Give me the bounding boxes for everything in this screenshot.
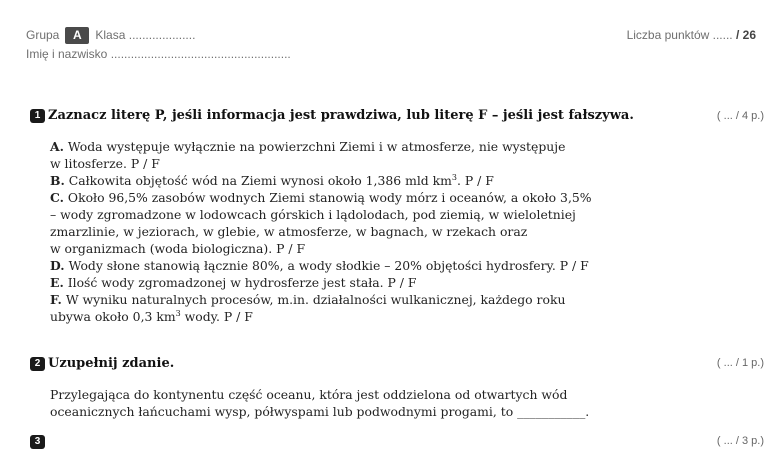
task1-item-a: A. Woda występuje wyłącznie na powierzchni Ziemi i w atmosferze, nie występuje <box>50 139 566 154</box>
class-label: Klasa <box>95 28 126 42</box>
task1-item-d: D. Wody słone stanowią łącznie 80%, a wody słodkie – 20% objętości hydrosfery. P / F <box>50 258 589 273</box>
task2-title: Uzupełnij zdanie. <box>48 356 175 371</box>
task3-number: 3 <box>30 435 45 449</box>
name-row <box>26 45 291 64</box>
task1-item-b: B. Całkowita objętość wód na Ziemi wynosi około 1,386 mld $km^3$. P / F <box>50 172 494 188</box>
task1-item-c: C. Około 96,5% zasobów wodnych Ziemi stanowią wody mórz i oceanów, a około 3,5% <box>50 190 592 205</box>
points-summary <box>627 28 756 42</box>
task1-item-e: E. Ilość wody zgromadzonej w hydrosferze jest stała. P / F <box>50 275 417 290</box>
task3-heading <box>30 434 48 450</box>
task1-heading <box>30 108 634 124</box>
task3-points: ( ... / 3 p.) <box>716 435 764 447</box>
points-label: Liczba punktów ...... <box>626 28 733 42</box>
group-row <box>26 26 291 45</box>
points-total: / 26 <box>735 28 756 42</box>
task2-heading <box>30 356 174 372</box>
task1-title: Zaznacz literę P, jeśli informacja jest prawdziwa, lub literę F – jeśli jest fałszywa. <box>48 108 634 123</box>
task2-body: Przylegająca do kontynentu część oceanu, która jest oddzielona od otwartych wód oceanicznych łańcuchami wysp, półwyspami lub podwodnymi progami, to ___________. <box>50 387 590 419</box>
group-badge: A <box>65 27 89 44</box>
task1-items: A. Woda występuje wyłącznie na powierzchni Ziemi i w atmosferze, nie występuje w litosferze. P / F B. Całkowita objętość wód na Ziemi wynosi około 1,386 mld $km^3$. P / F C. Około 96,5% zasobów wodnych Ziemi stanowią wody mórz i oceanów, a około 3,5% – wody zgromadzone w lodowcach górskich i lądolodach, pod ziemią, w wieloletniej zmarzlinie, w jeziorach, w glebie, w atmosferze, w bagnach, w rzekach oraz w organizmach (woda biologiczna). P / F D. Wody słone stanowią łącznie 80%, a wody słodkie – 20% objętości hydrosfery. P / F E. Ilość wody zgromadzonej w hydrosferze jest stała. P / F F. W wyniku naturalnych procesów, m.in. działalności wulkanicznej, każdego roku ubywa około 0,3 $km^3$ wody. P / F <box>50 139 592 324</box>
task1-number: 1 <box>30 109 45 123</box>
name-blank[interactable]: ...................................................... <box>110 47 291 61</box>
task2-points: ( ... / 1 p.) <box>716 357 764 369</box>
task1-item-f: F. W wyniku naturalnych procesów, m.in. działalności wulkanicznej, każdego roku <box>50 292 566 307</box>
task1-points: ( ... / 4 p.) <box>716 110 764 122</box>
header-left <box>26 26 291 64</box>
name-label: Imię i nazwisko <box>26 47 108 61</box>
task2-number: 2 <box>30 357 45 371</box>
group-label: Grupa <box>26 28 60 42</box>
class-blank[interactable]: .................... <box>128 28 196 42</box>
